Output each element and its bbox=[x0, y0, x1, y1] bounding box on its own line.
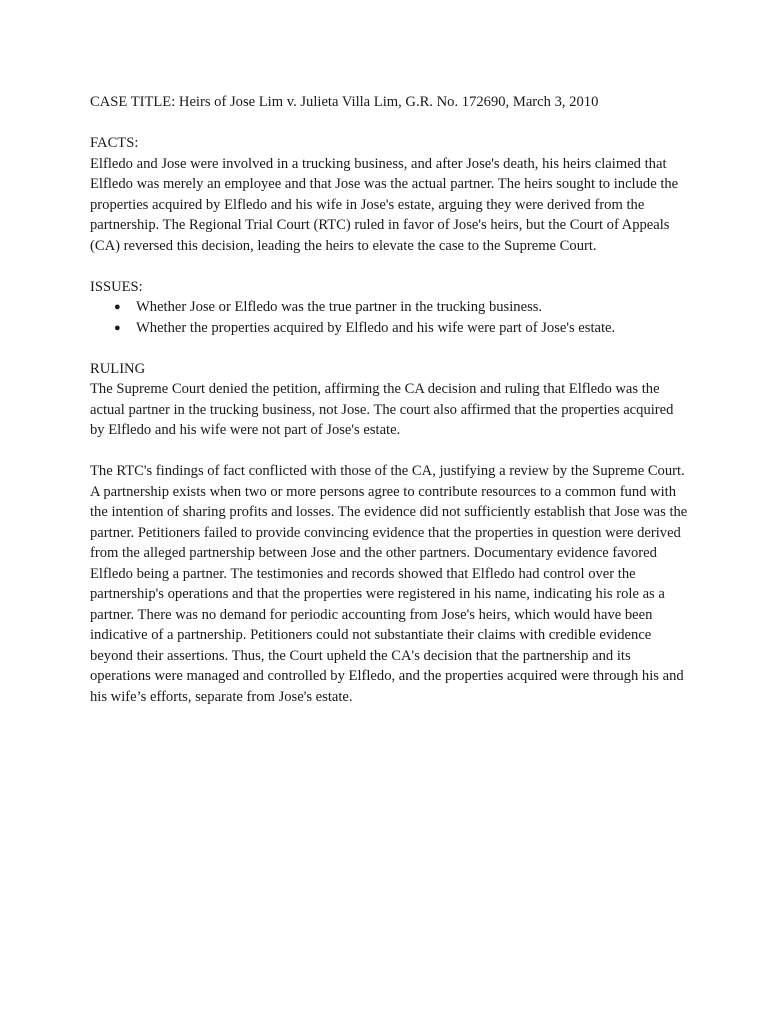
issue-text: Whether the properties acquired by Elfledo and his wife were part of Jose's estate. bbox=[136, 319, 616, 336]
spacer bbox=[90, 256, 690, 277]
facts-heading: FACTS: bbox=[90, 135, 139, 151]
issues-list bbox=[90, 297, 690, 338]
ruling-paragraph-1: The Supreme Court denied the petition, affirming the CA decision and ruling that Elfledo was the actual partner in the trucking business, not Jose. The court also affirmed that the properties acquired by Elfledo and his wife were not part of Jose's estate. bbox=[90, 381, 674, 438]
issue-text: Whether Jose or Elfledo was the true partner in the trucking business. bbox=[136, 299, 543, 315]
issue-item bbox=[90, 318, 690, 339]
bullet-icon: ● bbox=[114, 321, 121, 334]
issues-heading: ISSUES: bbox=[90, 278, 143, 295]
bullet-icon: ● bbox=[114, 301, 121, 313]
ruling-heading: RULING bbox=[90, 360, 146, 377]
issue-item bbox=[90, 297, 690, 318]
facts-body: Elfledo and Jose were involved in a trucking business, and after Jose's death, his heirs claimed that Elfledo was merely an employee and that Jose was the actual partner. The heirs sought to include the properties acquired by Elfledo and his wife in Jose's estate, arguing they were derived from the partnership. The Regional Trial Court (RTC) ruled in favor of Jose's heirs, but the Court of Appeals (CA) reversed this decision, leading the heirs to elevate the case to the Supreme Court. bbox=[90, 155, 679, 254]
ruling-paragraph-2: The RTC's findings of fact conflicted with those of the CA, justifying a review by the Supreme Court. A partnership exists when two or more persons agree to contribute resources to a common fund with the intention of sharing profits and losses. The evidence did not sufficiently establish that Jose was the partner. Petitioners failed to provide convincing evidence that the properties in question were derived from the alleged partnership between Jose and the other partners. Documentary evidence favored Elfledo being a partner. The testimonies and records showed that Elfledo had control over the partnership's operations and that the properties were registered in his name, indicating his role as a partner. There was no demand for periodic accounting from Jose's heirs, which would have been indicative of a partnership. Petitioners could not substantiate their claims with credible evidence beyond their assertions. Thus, the Court upheld the CA's decision that the partnership and its operations were managed and controlled by Elfledo, and the properties acquired were through his and his wife’s efforts, separate from Jose's estate. bbox=[90, 463, 688, 705]
spacer bbox=[90, 441, 690, 462]
case-title: CASE TITLE: Heirs of Jose Lim v. Julieta Villa Lim, G.R. No. 172690, March 3, 2010 bbox=[90, 94, 599, 110]
spacer bbox=[90, 338, 690, 359]
document-page bbox=[90, 92, 690, 707]
spacer bbox=[90, 113, 690, 134]
